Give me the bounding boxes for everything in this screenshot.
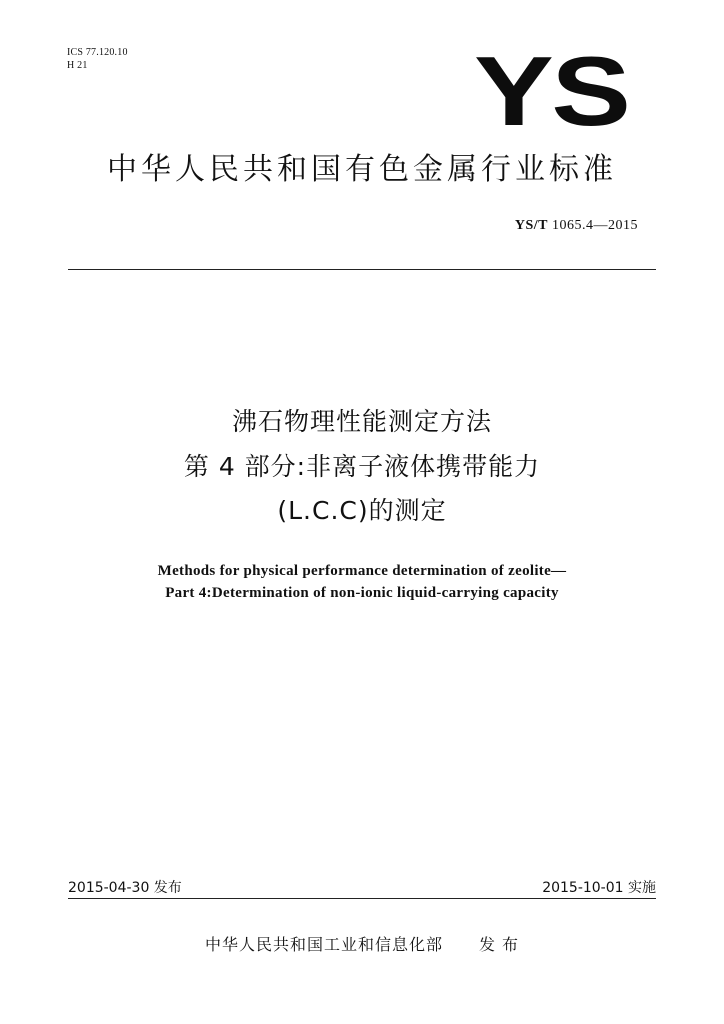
organization-title: 中华人民共和国有色金属行业标准	[107, 152, 617, 187]
title-en-line-1: Methods for physical performance determination of zeolite—	[157, 563, 567, 579]
title-en-line-2: Part 4:Determination of non-ionic liquid-carrying capacity	[165, 585, 559, 601]
publisher-name: 中华人民共和国工业和信息化部	[204, 935, 443, 954]
publisher-line	[0, 932, 724, 955]
implement-date: 2015-10-01 实施	[542, 880, 656, 896]
ys-logo: YS	[474, 36, 629, 146]
standard-prefix: YS/T	[514, 218, 548, 233]
top-divider	[68, 269, 656, 270]
issue-date: 2015-04-30 发布	[68, 880, 182, 896]
publish-word: 发 布	[478, 935, 520, 954]
title-zh-line-2: 第 4 部分:非离子液体携带能力	[183, 452, 541, 481]
standard-number: 1065.4—2015	[552, 218, 638, 233]
standard-code	[515, 218, 638, 234]
classification-codes	[67, 46, 128, 72]
title-zh-line-3: (L.C.C)的测定	[277, 496, 447, 525]
ics-code: ICS 77.120.10	[67, 47, 128, 58]
bottom-divider	[68, 898, 656, 899]
category-code: H 21	[67, 60, 88, 71]
title-zh-line-1: 沸石物理性能测定方法	[231, 407, 492, 436]
